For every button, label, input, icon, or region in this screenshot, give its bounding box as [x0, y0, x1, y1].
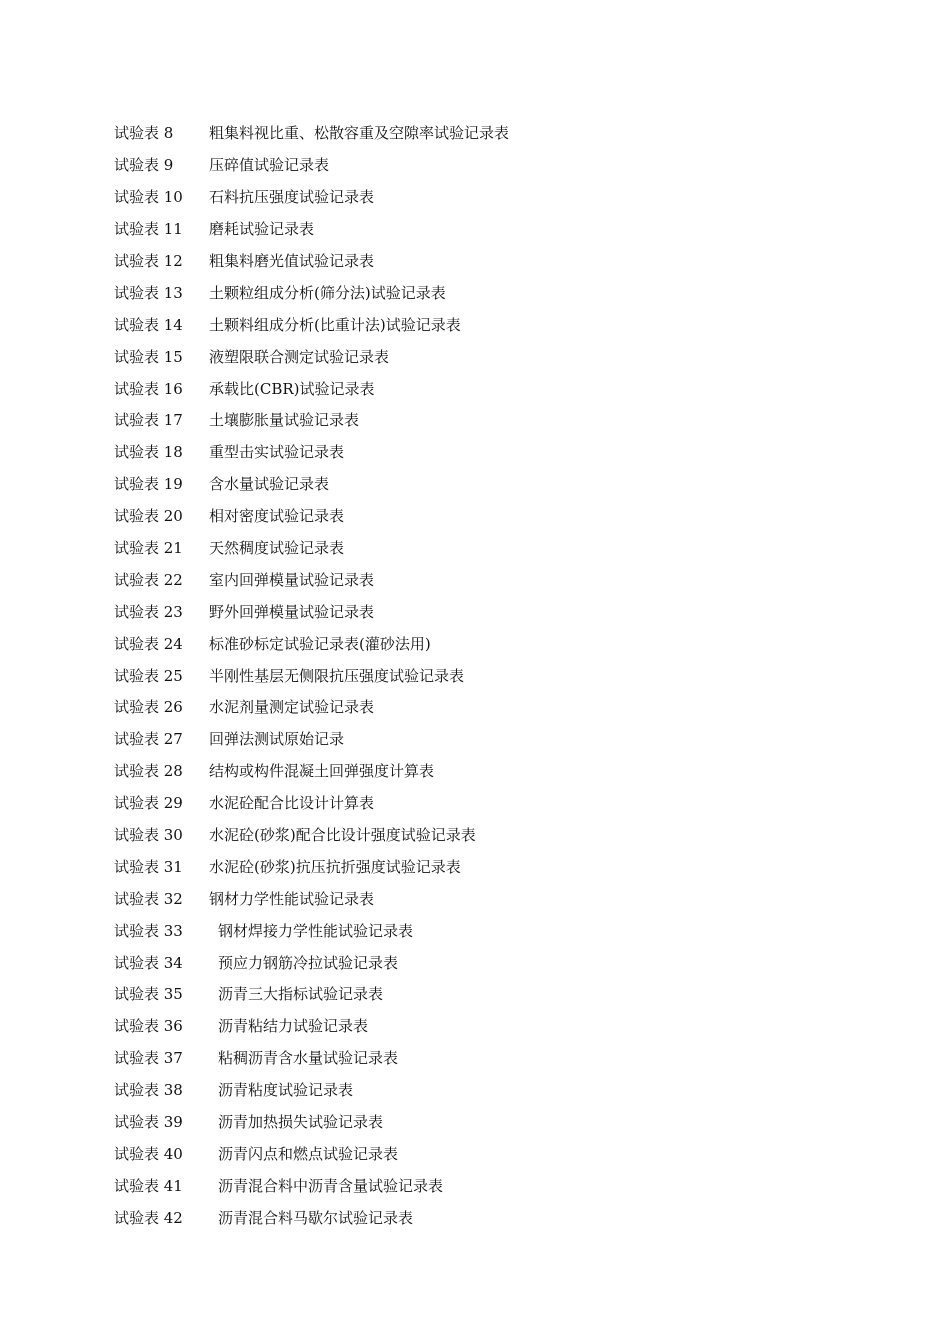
- form-number: 试验表 23: [114, 602, 183, 621]
- form-title: 室内回弹模量试验记录表: [209, 570, 375, 589]
- form-title: 土壤膨胀量试验记录表: [209, 411, 360, 430]
- form-number: 试验表 28: [114, 762, 183, 781]
- form-title: 沥青三大指标试验记录表: [218, 985, 384, 1004]
- form-title: 水泥砼(砂浆)配合比设计强度试验记录表: [209, 826, 476, 845]
- list-item: [114, 1010, 509, 1042]
- list-item: [114, 1106, 509, 1138]
- list-item: [114, 276, 509, 308]
- list-item: [114, 436, 509, 468]
- list-item: [114, 372, 509, 404]
- form-number: 试验表 34: [114, 953, 183, 972]
- list-item: [114, 723, 509, 755]
- list-item: [114, 404, 509, 436]
- list-item: [114, 595, 509, 627]
- form-number: 试验表 15: [114, 347, 183, 366]
- list-item: [114, 213, 509, 245]
- form-title: 沥青混合料马歇尔试验记录表: [218, 1208, 414, 1227]
- form-number: 试验表 40: [114, 1144, 183, 1163]
- form-title: 半刚性基层无侧限抗压强度试验记录表: [209, 666, 465, 685]
- form-title: 石料抗压强度试验记录表: [209, 188, 375, 207]
- form-number: 试验表 33: [114, 921, 183, 940]
- list-item: [114, 946, 509, 978]
- form-title: 重型击实试验记录表: [209, 443, 345, 462]
- form-title: 天然稠度试验记录表: [209, 539, 345, 558]
- form-number: 试验表 36: [114, 1017, 183, 1036]
- list-item: [114, 1138, 509, 1170]
- form-title: 预应力钢筋冷拉试验记录表: [218, 953, 399, 972]
- list-item: [114, 149, 509, 181]
- form-number: 试验表 31: [114, 857, 183, 876]
- form-title: 粗集料视比重、松散容重及空隙率试验记录表: [209, 124, 510, 143]
- list-item: [114, 1169, 509, 1201]
- list-item: [114, 1201, 509, 1233]
- form-number: 试验表 18: [114, 443, 183, 462]
- form-title: 含水量试验记录表: [209, 475, 330, 494]
- form-title: 水泥剂量测定试验记录表: [209, 698, 375, 717]
- form-number: 试验表 35: [114, 985, 183, 1004]
- form-title: 沥青粘度试验记录表: [218, 1081, 354, 1100]
- form-number: 试验表 29: [114, 794, 183, 813]
- form-title: 野外回弹模量试验记录表: [209, 602, 375, 621]
- form-number: 试验表 22: [114, 570, 183, 589]
- form-number: 试验表 37: [114, 1049, 183, 1068]
- list-item: [114, 882, 509, 914]
- list-item: [114, 627, 509, 659]
- form-number: 试验表 9: [114, 156, 174, 175]
- form-title: 标准砂标定试验记录表(灌砂法用): [209, 634, 431, 653]
- list-item: [114, 500, 509, 532]
- form-title: 磨耗试验记录表: [209, 220, 315, 239]
- list-item: [114, 563, 509, 595]
- form-title: 水泥砼(砂浆)抗压抗折强度试验记录表: [209, 857, 461, 876]
- list-item: [114, 468, 509, 500]
- form-number: 试验表 38: [114, 1081, 183, 1100]
- form-title: 沥青加热损失试验记录表: [218, 1113, 384, 1132]
- form-title: 粗集料磨光值试验记录表: [209, 252, 375, 270]
- form-title: 沥青粘结力试验记录表: [218, 1017, 369, 1036]
- form-number: 试验表 24: [114, 634, 183, 653]
- form-number: 试验表 10: [114, 188, 183, 207]
- list-item: [114, 978, 509, 1010]
- form-title: 压碎值试验记录表: [209, 156, 330, 175]
- form-title: 粘稠沥青含水量试验记录表: [218, 1049, 399, 1068]
- list-item: [114, 308, 509, 340]
- form-title: 液塑限联合测定试验记录表: [209, 347, 390, 366]
- form-number: 试验表 14: [114, 315, 183, 334]
- form-number: 试验表 16: [114, 379, 183, 398]
- form-number: 试验表 41: [114, 1176, 183, 1195]
- list-item: [114, 1074, 509, 1106]
- list-item: [114, 117, 509, 149]
- form-title: 承载比(CBR)试验记录表: [209, 379, 375, 398]
- list-item: [114, 340, 509, 372]
- form-title: 相对密度试验记录表: [209, 507, 345, 526]
- list-item: [114, 787, 509, 819]
- form-number: 试验表 27: [114, 730, 183, 749]
- list-item: [114, 819, 509, 851]
- form-index-list: [114, 117, 509, 1233]
- form-title: 土颗料组成分析(比重计法)试验记录表: [209, 315, 461, 334]
- list-item: [114, 1042, 509, 1074]
- form-title: 结构或构件混凝土回弹强度计算表: [209, 762, 435, 781]
- form-number: 试验表 20: [114, 507, 183, 526]
- list-item: [114, 914, 509, 946]
- form-number: 试验表 25: [114, 666, 183, 685]
- form-number: 试验表 26: [114, 698, 183, 717]
- form-number: 试验表 39: [114, 1113, 183, 1132]
- form-number: 试验表 30: [114, 826, 183, 845]
- list-item: [114, 532, 509, 564]
- form-title: 土颗粒组成分析(筛分法)试验记录表: [209, 283, 446, 302]
- form-number: 试验表 12: [114, 252, 183, 270]
- list-item: [114, 659, 509, 691]
- form-title: 钢材焊接力学性能试验记录表: [218, 921, 414, 940]
- form-number: 试验表 11: [114, 220, 183, 239]
- form-number: 试验表 21: [114, 539, 183, 558]
- form-title: 回弹法测试原始记录: [209, 730, 345, 749]
- form-number: 试验表 13: [114, 283, 183, 302]
- list-item: [114, 181, 509, 213]
- form-title: 水泥砼配合比设计计算表: [209, 794, 375, 813]
- form-number: 试验表 42: [114, 1208, 183, 1227]
- form-number: 试验表 32: [114, 889, 183, 908]
- list-item: [114, 245, 509, 277]
- form-number: 试验表 8: [114, 124, 174, 143]
- form-number: 试验表 19: [114, 475, 183, 494]
- list-item: [114, 850, 509, 882]
- form-title: 沥青闪点和燃点试验记录表: [218, 1144, 399, 1163]
- list-item: [114, 755, 509, 787]
- form-title: 沥青混合料中沥青含量试验记录表: [218, 1176, 444, 1195]
- form-number: 试验表 17: [114, 411, 183, 430]
- form-title: 钢材力学性能试验记录表: [209, 889, 375, 908]
- list-item: [114, 691, 509, 723]
